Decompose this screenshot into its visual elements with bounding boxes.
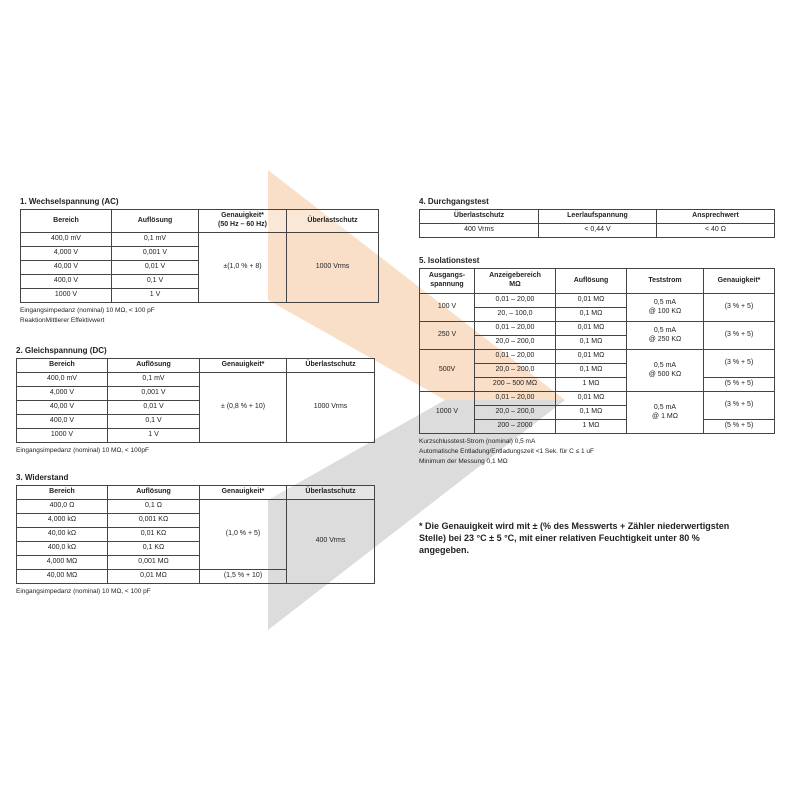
- cell-range: 400,0 kΩ: [17, 542, 108, 556]
- header-resolution: Auflösung: [108, 359, 200, 373]
- cell-accuracy: (5 % + 5): [704, 420, 775, 434]
- cell-resolution: 0,1 mV: [112, 233, 199, 247]
- ac-voltage-notes: [20, 306, 379, 326]
- note-line: Eingangsimpedanz (nominal) 10 MΩ, < 100pF: [16, 447, 149, 454]
- cell-range: 400,0 mV: [21, 233, 112, 247]
- header-range: Bereich: [17, 359, 108, 373]
- cell-range: 20,0 – 200,0: [475, 364, 556, 378]
- cell-range: 40,00 kΩ: [17, 528, 108, 542]
- table-header-row: [420, 269, 775, 294]
- insulation-notes: [419, 437, 775, 467]
- dc-voltage-notes: [16, 446, 375, 456]
- cell-range: 400,0 V: [21, 275, 112, 289]
- ac-voltage-section: [20, 197, 379, 326]
- cell-voltage: 100 V: [420, 294, 475, 322]
- header-overload: Überlastschutz: [287, 359, 375, 373]
- test-current-value: 0,5 mA: [653, 361, 677, 369]
- cell-range: 40,00 V: [21, 261, 112, 275]
- table-row: [17, 500, 375, 514]
- cell-range: 4,000 MΩ: [17, 556, 108, 570]
- cell-range: 0,01 – 20,00: [475, 350, 556, 364]
- header-resolution: Auflösung: [112, 210, 199, 233]
- header-overload: Überlastschutz: [287, 210, 379, 233]
- cell-range: 4,000 kΩ: [17, 514, 108, 528]
- table-row: [21, 233, 379, 247]
- cell-resolution: 0,1 MΩ: [556, 336, 627, 350]
- header-open-voltage: Leerlaufspannung: [539, 210, 657, 224]
- cell-resolution: 0,01 MΩ: [556, 350, 627, 364]
- header-output-voltage: [420, 269, 475, 294]
- header-overload: Überlastschutz: [420, 210, 539, 224]
- cell-range: 20, – 100,0: [475, 308, 556, 322]
- cell-accuracy: ±(1,0 % + 8): [199, 233, 287, 303]
- table-row: [420, 224, 775, 238]
- cell-test-current: [627, 350, 704, 392]
- cell-threshold: < 40 Ω: [657, 224, 775, 238]
- cell-resolution: 1 V: [112, 289, 199, 303]
- cell-voltage: 1000 V: [420, 392, 475, 434]
- header-output-voltage-line1: Ausgangs-: [428, 272, 466, 280]
- test-current-load: @ 100 KΩ: [648, 307, 682, 315]
- cell-resolution: 0,01 V: [112, 261, 199, 275]
- cell-range: 0,01 – 20,00: [475, 294, 556, 308]
- resistance-section: [16, 473, 375, 597]
- cell-range: 4,000 V: [17, 387, 108, 401]
- header-display-range-unit: MΩ: [509, 281, 521, 288]
- cell-resolution: 0,01 MΩ: [108, 570, 200, 584]
- cell-resolution: 1 V: [108, 429, 200, 443]
- insulation-title: 5. Isolationstest: [419, 256, 480, 265]
- test-current-value: 0,5 mA: [653, 298, 677, 306]
- resistance-table: [16, 485, 375, 584]
- cell-range: 400,0 V: [17, 415, 108, 429]
- cell-range: 400,0 mV: [17, 373, 108, 387]
- cell-accuracy: (1,5 % + 10): [200, 570, 287, 584]
- cell-range: 400,0 Ω: [17, 500, 108, 514]
- header-accuracy: [199, 210, 287, 233]
- header-range: Bereich: [17, 486, 108, 500]
- cell-accuracy: (1,0 % + 5): [200, 500, 287, 570]
- table-row: [420, 350, 775, 364]
- cell-accuracy: (3 % + 5): [704, 392, 775, 420]
- cell-voltage: 500V: [420, 350, 475, 392]
- note-line: Automatische Entladung/Entladungszeit <1 Sek. für C ≤ 1 uF: [419, 448, 595, 455]
- header-overload: Überlastschutz: [287, 486, 375, 500]
- cell-resolution: 0,1 V: [108, 415, 200, 429]
- header-accuracy: Genauigkeit*: [704, 269, 775, 294]
- insulation-section: [419, 256, 775, 467]
- cell-test-current: [627, 322, 704, 350]
- cell-resolution: 0,1 V: [112, 275, 199, 289]
- test-current-value: 0,5 mA: [653, 326, 677, 334]
- cell-resolution: 0,01 MΩ: [556, 322, 627, 336]
- cell-resolution: 0,001 V: [108, 387, 200, 401]
- cell-resolution: 1 MΩ: [556, 420, 627, 434]
- cell-open-voltage: < 0,44 V: [539, 224, 657, 238]
- table-header-row: [17, 359, 375, 373]
- cell-resolution: 0,01 MΩ: [556, 392, 627, 406]
- note-line: ReaktionMittlerer Effektivwert: [20, 317, 105, 324]
- cell-resolution: 0,001 MΩ: [108, 556, 200, 570]
- cell-range: 1000 V: [17, 429, 108, 443]
- insulation-table: [419, 268, 775, 434]
- header-resolution: Auflösung: [108, 486, 200, 500]
- test-current-load: @ 250 KΩ: [648, 335, 682, 343]
- cell-resolution: 0,001 V: [112, 247, 199, 261]
- header-range: Bereich: [21, 210, 112, 233]
- cell-resolution: 0,01 V: [108, 401, 200, 415]
- cell-test-current: [627, 294, 704, 322]
- cell-accuracy: (5 % + 5): [704, 378, 775, 392]
- note-line: Kurzschlusstest-Strom (nominal) 0,5 mA: [419, 438, 536, 445]
- dc-voltage-table: [16, 358, 375, 443]
- header-display-range-line1: Anzeigebereich: [489, 272, 541, 280]
- header-output-voltage-line2: spannung: [430, 281, 464, 288]
- cell-resolution: 0,01 MΩ: [556, 294, 627, 308]
- header-accuracy: Genauigkeit*: [200, 359, 287, 373]
- cell-accuracy: (3 % + 5): [704, 294, 775, 322]
- cell-range: 0,01 – 20,00: [475, 392, 556, 406]
- cell-test-current: [627, 392, 704, 434]
- cell-resolution: 0,1 MΩ: [556, 364, 627, 378]
- table-row: [420, 294, 775, 308]
- cell-range: 20,0 – 200,0: [475, 336, 556, 350]
- header-accuracy: Genauigkeit*: [200, 486, 287, 500]
- cell-resolution: 0,1 mV: [108, 373, 200, 387]
- cell-resolution: 0,1 MΩ: [556, 406, 627, 420]
- note-line: Eingangsimpedanz (nominal) 10 MΩ, < 100 pF: [16, 588, 151, 595]
- cell-voltage: 250 V: [420, 322, 475, 350]
- cell-resolution: 0,1 MΩ: [556, 308, 627, 322]
- cell-range: 0,01 – 20,00: [475, 322, 556, 336]
- cell-range: 200 – 2000: [475, 420, 556, 434]
- resistance-notes: [16, 587, 375, 597]
- cell-overload: 1000 Vrms: [287, 373, 375, 443]
- continuity-section: [419, 197, 775, 238]
- cell-overload: 400 Vrms: [287, 500, 375, 584]
- ac-voltage-table: [20, 209, 379, 303]
- cell-range: 40,00 MΩ: [17, 570, 108, 584]
- test-current-load: @ 500 KΩ: [648, 370, 682, 378]
- dc-voltage-title: 2. Gleichspannung (DC): [16, 346, 107, 355]
- cell-accuracy: (3 % + 5): [704, 350, 775, 378]
- continuity-table: [419, 209, 775, 238]
- continuity-title: 4. Durchgangstest: [419, 197, 489, 206]
- cell-accuracy: (3 % + 5): [704, 322, 775, 350]
- ac-voltage-title: 1. Wechselspannung (AC): [20, 197, 119, 206]
- accuracy-footnote: * Die Genauigkeit wird mit ± (% des Messwerts + Zähler niederwertigsten Stelle) bei 23 °C ± 5 °C, mit einer relativen Feuchtigkeit unter 80 % angegeben.: [419, 521, 730, 555]
- cell-range: 200 – 500 MΩ: [475, 378, 556, 392]
- table-header-row: [17, 486, 375, 500]
- cell-resolution: 0,1 Ω: [108, 500, 200, 514]
- cell-overload: 400 Vrms: [420, 224, 539, 238]
- test-current-load: @ 1 MΩ: [652, 412, 678, 420]
- resistance-title: 3. Widerstand: [16, 473, 69, 482]
- cell-range: 4,000 V: [21, 247, 112, 261]
- cell-resolution: 1 MΩ: [556, 378, 627, 392]
- header-accuracy-label: Genauigkeit*: [221, 212, 264, 220]
- header-accuracy-frequency: (50 Hz – 60 Hz): [217, 221, 268, 228]
- table-row: [17, 373, 375, 387]
- header-display-range: [475, 269, 556, 294]
- cell-range: 20,0 – 200,0: [475, 406, 556, 420]
- table-header-row: [420, 210, 775, 224]
- cell-resolution: 0,01 KΩ: [108, 528, 200, 542]
- cell-resolution: 0,1 KΩ: [108, 542, 200, 556]
- test-current-value: 0,5 mA: [653, 403, 677, 411]
- cell-resolution: 0,001 KΩ: [108, 514, 200, 528]
- table-row: [420, 392, 775, 406]
- cell-accuracy: ± (0,8 % + 10): [200, 373, 287, 443]
- note-line: Minimum der Messung 0,1 MΩ: [419, 458, 508, 465]
- cell-range: 1000 V: [21, 289, 112, 303]
- cell-range: 40,00 V: [17, 401, 108, 415]
- cell-overload: 1000 Vrms: [287, 233, 379, 303]
- table-row: [420, 322, 775, 336]
- header-resolution: Auflösung: [556, 269, 627, 294]
- header-test-current: Teststrom: [627, 269, 704, 294]
- header-threshold: Ansprechwert: [657, 210, 775, 224]
- dc-voltage-section: [16, 346, 375, 456]
- table-header-row: [21, 210, 379, 233]
- note-line: Eingangsimpedanz (nominal) 10 MΩ, < 100 pF: [20, 307, 155, 314]
